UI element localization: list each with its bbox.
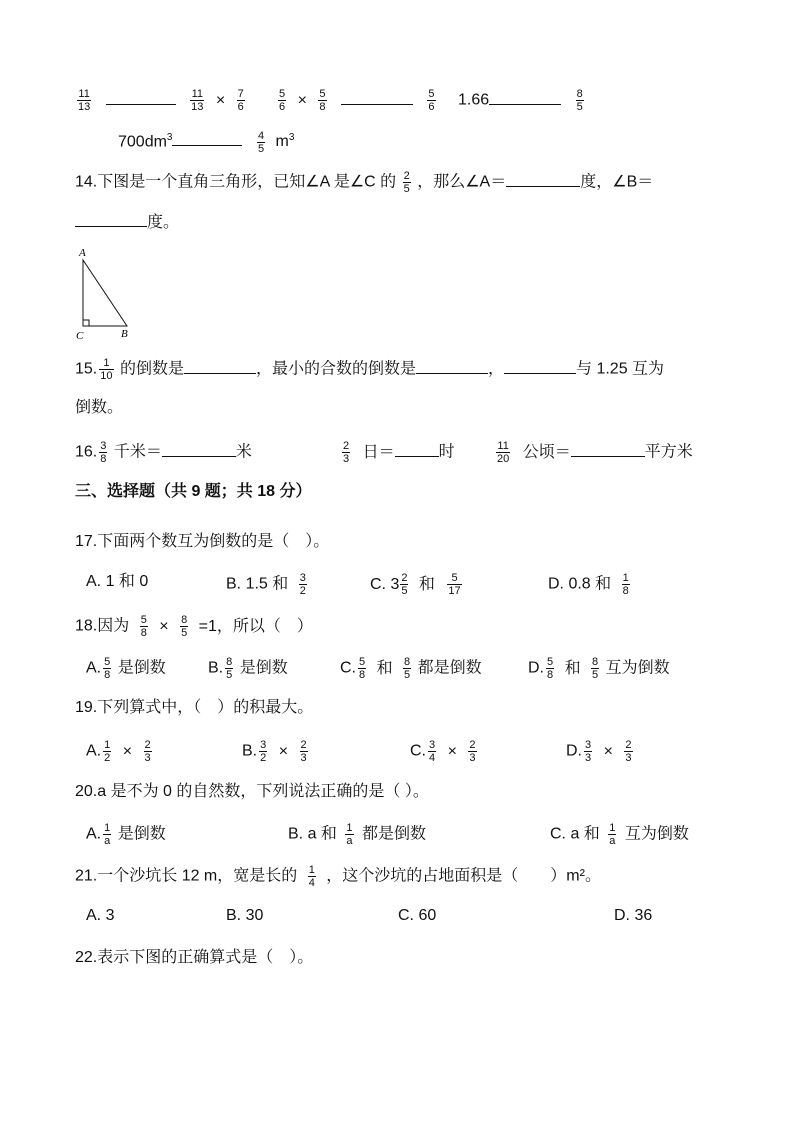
q16-item3: $\frac{11}{20}$ 公顷＝ 平方米 bbox=[497, 440, 693, 465]
fraction: $\frac{8}{5}$ bbox=[181, 614, 188, 639]
fraction: $\frac{5}{8}$ bbox=[547, 656, 554, 681]
fraction: $\frac{1}{a}$ bbox=[609, 822, 616, 847]
fraction: $\frac{2}{3}$ bbox=[343, 440, 350, 465]
fraction: $\frac{7}{6}$ bbox=[237, 88, 244, 113]
fraction: $\frac{5}{6}$ bbox=[428, 88, 435, 113]
answer-blank[interactable] bbox=[162, 442, 236, 457]
fraction: $\frac{2}{5}$ bbox=[403, 170, 410, 195]
q21-option-c[interactable]: C. 60 bbox=[398, 907, 437, 924]
q17-stem: 17.下面两个数互为倒数的是（ ）。 bbox=[75, 533, 330, 550]
fraction: $\frac{1}{2}$ bbox=[104, 739, 111, 764]
q13-row1: $\frac{11}{13}$ $\frac{11}{13}$ × $\frac{7}{6}$ bbox=[78, 88, 244, 113]
fraction: $\frac{4}{5}$ bbox=[257, 129, 265, 155]
fraction: $\frac{3}{4}$ bbox=[429, 739, 436, 764]
q16-item2: $\frac{2}{3}$ 日＝ 时 bbox=[343, 440, 455, 465]
fraction: $\frac{5}{8}$ bbox=[359, 656, 366, 681]
fraction: $\frac{2}{3}$ bbox=[469, 739, 476, 764]
answer-blank[interactable] bbox=[341, 90, 413, 105]
q20-option-b[interactable]: B. a 和 $\frac{1}{a}$ 都是倒数 bbox=[288, 822, 426, 847]
vertex-label-c: C bbox=[76, 330, 84, 342]
q21-option-d[interactable]: D. 36 bbox=[614, 907, 653, 924]
fraction: $\frac{2}{3}$ bbox=[625, 739, 632, 764]
fraction: $\frac{5}{8}$ bbox=[104, 656, 111, 681]
q13-item-b: $\frac{5}{6}$ × $\frac{5}{8}$ $\frac{5}{6}$ bbox=[279, 88, 435, 113]
q22-stem: 22.表示下图的正确算式是（ ）。 bbox=[75, 949, 314, 966]
answer-blank[interactable] bbox=[489, 90, 561, 105]
fraction: $\frac{5}{8}$ bbox=[140, 614, 147, 639]
q18-option-b[interactable]: B. $\frac{8}{5}$ 是倒数 bbox=[208, 656, 288, 681]
fraction: $\frac{3}{3}$ bbox=[585, 739, 592, 764]
fraction: $\frac{8}{5}$ bbox=[592, 656, 599, 681]
answer-blank[interactable] bbox=[184, 359, 256, 374]
answer-blank[interactable] bbox=[416, 359, 488, 374]
q17-option-a[interactable]: A. 1 和 0 bbox=[86, 573, 149, 590]
q19-option-d[interactable]: D. $\frac{3}{3}$ × $\frac{2}{3}$ bbox=[566, 739, 632, 764]
fraction: $\frac{2}{3}$ bbox=[144, 739, 151, 764]
fraction: $\frac{11}{13}$ bbox=[78, 88, 91, 113]
q20-option-c[interactable]: C. a 和 $\frac{1}{a}$ 互为倒数 bbox=[550, 822, 689, 847]
right-triangle-figure bbox=[74, 244, 138, 344]
fraction: $\frac{5}{6}$ bbox=[279, 88, 286, 113]
fraction: $\frac{11}{13}$ bbox=[191, 88, 204, 113]
q17-option-d[interactable]: D. 0.8 和 $\frac{1}{8}$ bbox=[548, 572, 629, 597]
answer-blank[interactable] bbox=[571, 442, 645, 457]
fraction: $\frac{5}{8}$ bbox=[319, 88, 326, 113]
q13-item-d: $700dm^3$ $\frac{4}{5}$ $m^3$ bbox=[118, 129, 295, 155]
q15-line1: 15. $\frac{1}{10}$ 的倒数是 ，最小的合数的倒数是 ， 与 1.25 互为 bbox=[75, 357, 665, 382]
fraction: $\frac{8}{5}$ bbox=[226, 656, 233, 681]
vertex-label-a: A bbox=[79, 247, 86, 259]
q14-line2: 度。 bbox=[75, 212, 179, 233]
q18-option-d[interactable]: D. $\frac{5}{8}$ 和 $\frac{8}{5}$ 互为倒数 bbox=[528, 656, 670, 681]
q18-stem: 18.因为 $\frac{5}{8}$ × $\frac{8}{5}$ =1，所以（ ） bbox=[75, 614, 313, 639]
answer-blank[interactable] bbox=[504, 359, 576, 374]
fraction: $\frac{1}{10}$ bbox=[100, 357, 113, 382]
vertex-label-b: B bbox=[121, 328, 128, 340]
fraction: $\frac{1}{a}$ bbox=[346, 822, 353, 847]
q18-option-c[interactable]: C. $\frac{5}{8}$ 和 $\frac{8}{5}$ 都是倒数 bbox=[340, 656, 482, 681]
q19-option-c[interactable]: C. $\frac{3}{4}$ × $\frac{2}{3}$ bbox=[410, 739, 476, 764]
answer-blank-angle-a[interactable] bbox=[506, 172, 580, 187]
q15-line2: 倒数。 bbox=[75, 399, 124, 416]
answer-blank-angle-b[interactable] bbox=[75, 212, 147, 227]
q16-item1: 16. $\frac{3}{8}$ 千米＝ 米 bbox=[75, 440, 252, 465]
section-heading: 三、选择题（共 9 题；共 18 分） bbox=[75, 483, 312, 500]
fraction: $\frac{11}{20}$ bbox=[497, 440, 510, 465]
q17-option-c[interactable]: C. 3 $\frac{2}{5}$ 和 $\frac{5}{17}$ bbox=[370, 572, 461, 597]
q21-stem: 21.一个沙坑长 12 m，宽是长的 $\frac{1}{4}$ ，这个沙坑的占地面积是（ ）m²。 bbox=[75, 864, 601, 889]
fraction: $\frac{2}{3}$ bbox=[300, 739, 307, 764]
q14-line1: 14.下图是一个直角三角形，已知∠A 是∠C 的 $\frac{2}{5}$ ，那么∠A＝ 度，∠B＝ bbox=[75, 170, 654, 195]
answer-blank[interactable] bbox=[106, 90, 176, 105]
q21-option-a[interactable]: A. 3 bbox=[86, 907, 115, 924]
answer-blank[interactable] bbox=[395, 442, 439, 457]
q20-stem: 20.a 是不为 0 的自然数，下列说法正确的是（ ）。 bbox=[75, 783, 429, 800]
q19-option-a[interactable]: A. $\frac{1}{2}$ × $\frac{2}{3}$ bbox=[86, 739, 151, 764]
fraction: $\frac{5}{17}$ bbox=[448, 572, 461, 597]
mixed-number: C. 3 $\frac{2}{5}$ bbox=[370, 572, 408, 597]
fraction: $\frac{8}{5}$ bbox=[404, 656, 411, 681]
fraction: $\frac{1}{a}$ bbox=[104, 822, 111, 847]
fraction: $\frac{1}{4}$ bbox=[308, 864, 315, 889]
q19-stem: 19.下列算式中，（ ）的积最大。 bbox=[75, 699, 314, 716]
q19-option-b[interactable]: B. $\frac{3}{2}$ × $\frac{2}{3}$ bbox=[242, 739, 307, 764]
answer-blank[interactable] bbox=[172, 131, 242, 146]
q13-item-c: 1.66 $\frac{8}{5}$ bbox=[458, 88, 583, 113]
q21-option-b[interactable]: B. 30 bbox=[226, 907, 264, 924]
fraction: $\frac{8}{5}$ bbox=[576, 88, 583, 113]
fraction: $\frac{3}{8}$ bbox=[100, 440, 107, 465]
fraction: $\frac{3}{2}$ bbox=[299, 572, 306, 597]
q18-option-a[interactable]: A. $\frac{5}{8}$ 是倒数 bbox=[86, 656, 166, 681]
q17-option-b[interactable]: B. 1.5 和 $\frac{3}{2}$ bbox=[226, 572, 306, 597]
fraction: $\frac{3}{2}$ bbox=[260, 739, 267, 764]
q20-option-a[interactable]: A. $\frac{1}{a}$ 是倒数 bbox=[86, 822, 166, 847]
fraction: $\frac{1}{8}$ bbox=[622, 572, 629, 597]
